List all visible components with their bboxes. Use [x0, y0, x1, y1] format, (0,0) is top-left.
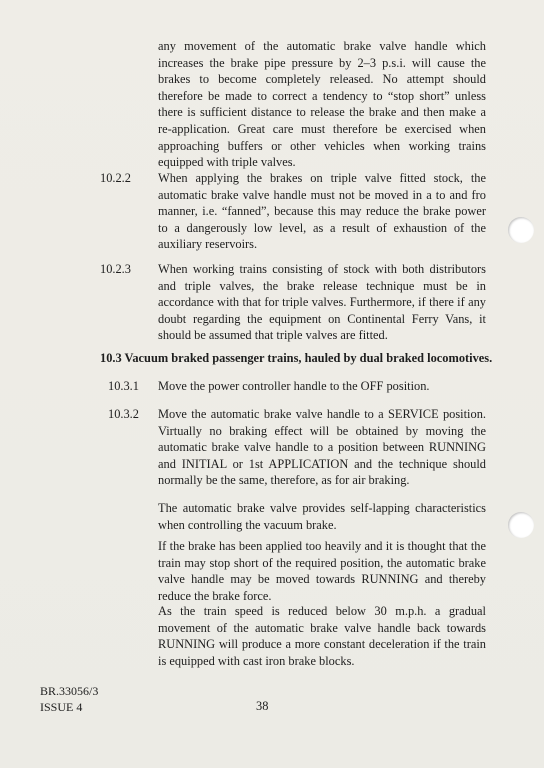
section-10-3-2-text: Move the automatic brake valve handle to a SERVICE position. Virtually no braking effect will be obtained by moving the automatic brake valve handle to a position between RUNNING and INITIAL or 1st APPLICATION and the technique should normally be the same, therefore, as for air braking. — [158, 407, 486, 488]
section-number-10-3-2: 10.3.2 — [108, 407, 139, 421]
page-number: 38 — [256, 699, 269, 713]
doc-ref-number: BR.33056/3 — [40, 684, 99, 698]
section-10-2-2-text: When applying the brakes on triple valve fitted stock, the automatic brake valve handle must not be moved in a to and fro manner, i.e. “fanned”, because this may reduce the brake power to a dangerously low level, as a result of exhaustion of the auxiliary reservoirs. — [158, 171, 486, 252]
section-10-3-1-text: Move the power controller handle to the OFF position. — [158, 379, 430, 393]
section-number-10-2-2: 10.2.2 — [100, 171, 131, 185]
section-number-10-2-3: 10.2.3 — [100, 262, 131, 276]
continued-paragraph: any movement of the automatic brake valve handle which increases the brake pipe pressure by 2–3 p.s.i. will cause the brakes to become completely released. No attempt should therefore be made to correct a tendency to “stop short” unless there is sufficient distance to release the brake and then make a re-application. Great care must therefore be exercised when approaching buffers or other vehicles when working trains equipped with triple valves. — [158, 39, 486, 170]
section-number-10-3-1: 10.3.1 — [108, 379, 139, 393]
issue-number: ISSUE 4 — [40, 700, 83, 714]
section-10-3-2-paragraph-4: As the train speed is reduced below 30 m.p.h. a gradual movement of the automatic brake valve handle back towards RUNNING will produce a more constant deceleration if the train is equipped with cast iron brake blocks. — [158, 604, 486, 668]
punch-hole-top — [508, 217, 534, 243]
document-reference — [40, 683, 98, 715]
section-heading-10-3: 10.3 Vacuum braked passenger trains, hauled by dual braked locomotives. — [100, 351, 493, 365]
section-10-3-2-paragraph-3: If the brake has been applied too heavily and it is thought that the train may stop short of the required position, the automatic brake valve handle may be moved towards RUNNING and thereby reduce the brake force. — [158, 539, 486, 603]
punch-hole-bottom — [508, 512, 534, 538]
section-10-3-2-paragraph-2: The automatic brake valve provides self-lapping characteristics when controlling the vacuum brake. — [158, 501, 486, 532]
section-10-2-3-text: When working trains consisting of stock with both distributors and triple valves, the brake release technique must be in accordance with that for triple valves. Furthermore, if there if any doubt regarding the equipment on Continental Ferry Vans, it should be assumed that triple valves are fitted. — [158, 262, 486, 343]
